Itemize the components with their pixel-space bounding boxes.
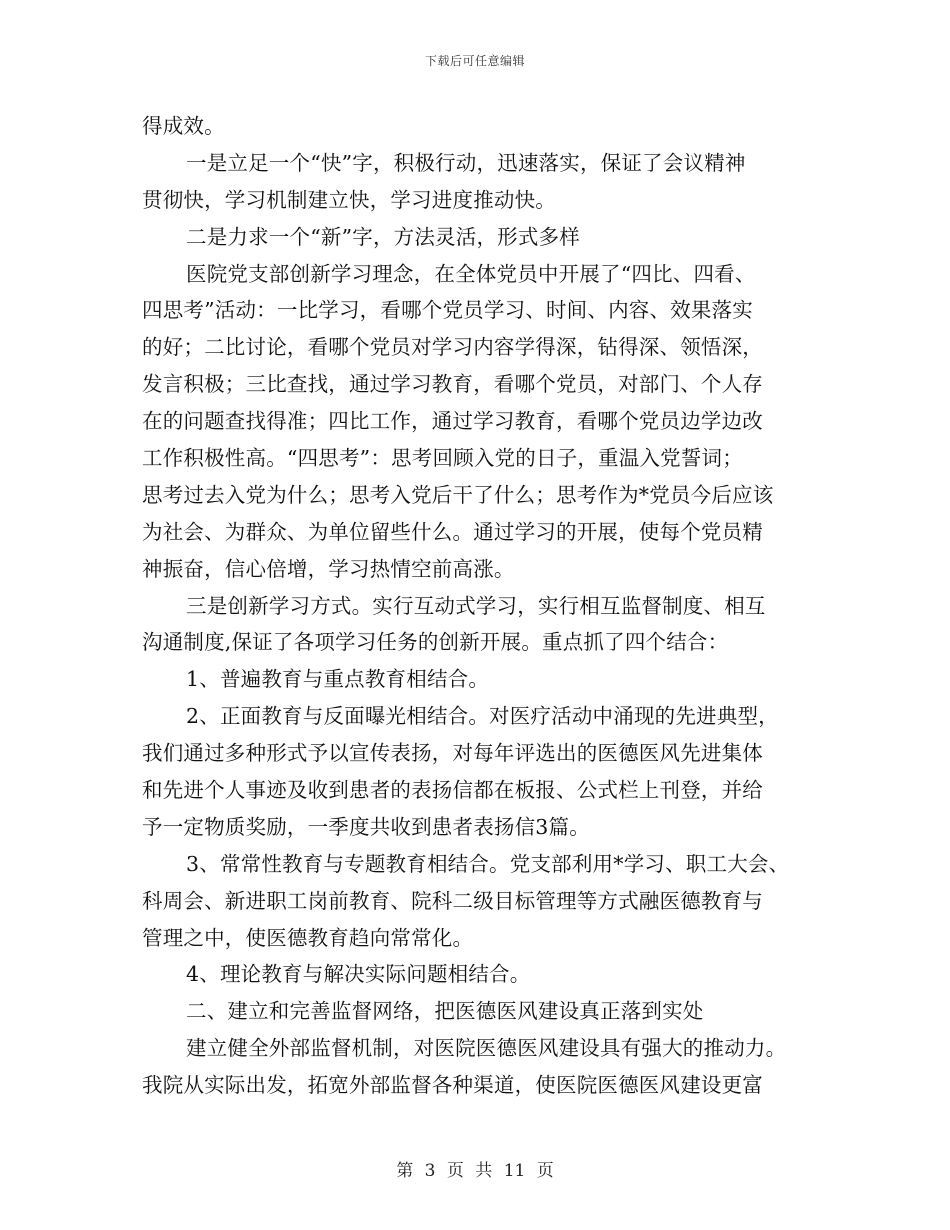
text-line: 工作积极性高。“四思考”：思考回顾入党的日子，重温入党誓词； (142, 446, 743, 471)
text-line: 发言积极；三比查找，通过学习教育，看哪个党员，对部门、个人存 (142, 372, 763, 397)
text-line: 神振奋，信心倍增，学习热情空前高涨。 (142, 556, 515, 581)
text-line: 的好；二比讨论，看哪个党员对学习内容学得深，钻得深、领悟深， (142, 335, 763, 360)
text-line: 二、建立和完善监督网络，把医德医风建设真正落到实处 (186, 999, 704, 1024)
text-line: 为社会、为群众、为单位留些什么。通过学习的开展，使每个党员精 (142, 519, 763, 544)
text-line: 我们通过多种形式予以宣传表扬，对每年评选出的医德医风先进集体 (142, 741, 763, 766)
text-line: 科周会、新进职工岗前教育、院科二级目标管理等方式融医德教育与 (142, 888, 763, 913)
text-line: 4、理论教育与解决实际问题相结合。 (186, 962, 531, 987)
total-pages: 11 (503, 1161, 526, 1181)
text-line: 沟通制度,保证了各项学习任务的创新开展。重点抓了四个结合： (142, 630, 729, 655)
page-header: 下载后可任意编辑 (424, 54, 525, 68)
footer-prefix: 第 (396, 1161, 414, 1181)
text-line: 我院从实际出发，拓宽外部监督各种渠道，使医院医德医风建设更富 (142, 1073, 763, 1098)
page-footer (0, 1156, 950, 1181)
text-line: 医院党支部创新学习理念，在全体党员中开展了“四比、四看、 (186, 261, 756, 286)
footer-of: 共 (475, 1161, 493, 1181)
text-line: 思考过去入党为什么；思考入党后干了什么；思考作为*党员今后应该 (142, 482, 774, 507)
text-line: 一是立足一个“快”字，积极行动，迅速落实，保证了会议精神 (186, 150, 746, 175)
footer-middle: 页 (446, 1161, 464, 1181)
text-line: 三是创新学习方式。实行互动式学习，实行相互监督制度、相互 (186, 593, 766, 618)
text-line: 予一定物质奖励，一季度共收到患者表扬信3篇。 (142, 814, 590, 839)
text-line: 得成效。 (142, 114, 225, 138)
text-line: 二是力求一个“新”字，方法灵活，形式多样 (186, 224, 580, 249)
text-line: 和先进个人事迹及收到患者的表扬信都在板报、公式栏上刊登，并给 (142, 778, 763, 803)
text-line: 2、正面教育与反面曝光相结合。对医疗活动中涌现的先进典型， (186, 704, 779, 729)
text-line: 建立健全外部监督机制，对医院医德医风建设具有强大的推动力。 (186, 1036, 787, 1061)
body-text (142, 108, 822, 1104)
footer-suffix: 页 (536, 1161, 554, 1181)
text-line: 在的问题查找得准；四比工作，通过学习教育，看哪个党员边学边改 (142, 409, 763, 434)
page-number: 3 (424, 1161, 436, 1181)
text-line: 3、常常性教育与专题教育相结合。党支部利用*学习、职工大会、 (186, 851, 790, 876)
text-line: 贯彻快，学习机制建立快，学习进度推动快。 (142, 187, 556, 212)
text-line: 管理之中，使医德教育趋向常常化。 (142, 925, 474, 950)
text-line: 四思考”活动：一比学习，看哪个党员学习、时间、内容、效果落实 (142, 298, 753, 323)
text-line: 1、普遍教育与重点教育相结合。 (186, 667, 490, 692)
